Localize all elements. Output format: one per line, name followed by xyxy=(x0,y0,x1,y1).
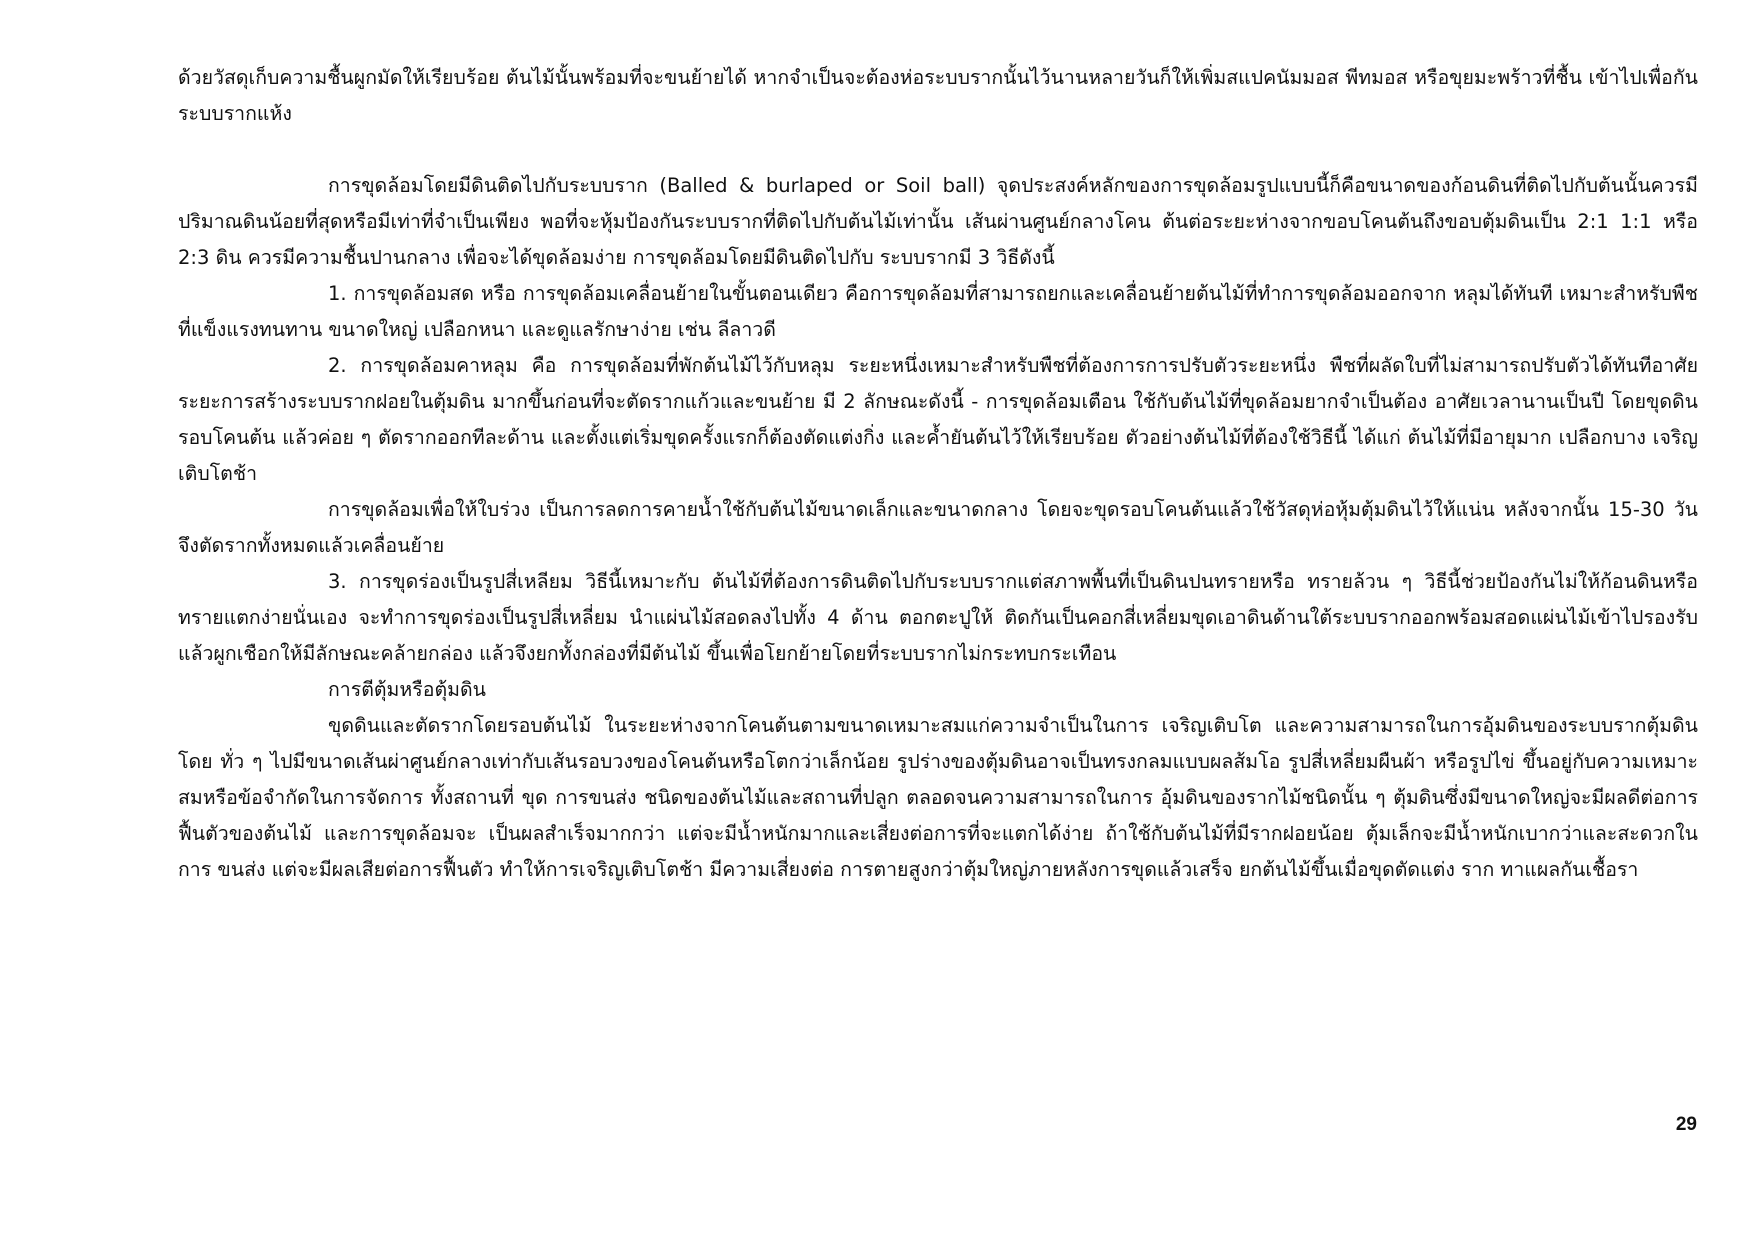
paragraph-continuation: ด้วยวัสดุเก็บความชื้นผูกมัดให้เรียบร้อย ต้นไม้นั้นพร้อมที่จะขนย้ายได้ หากจำเป็นจะต้องห่อระบบรากนั้นไว้นานหลายวันก็ให้เพิ่มสแปคนัมมอส พีทมอส หรือขุยมะพร้าวที่ชื้น เข้าไปเพื่อกันระบบรากแห้ง xyxy=(178,66,1698,125)
paragraph-method-2b: การขุดล้อมเพื่อให้ใบร่วง เป็นการลดการคายน้ำใช้กับต้นไม้ขนาดเล็กและขนาดกลาง โดยจะขุดรอบโคนต้นแล้วใช้วัสดุห่อหุ้มตุ้มดินไว้ให้แน่น หลังจากนั้น 15-30 วัน จึงตัดรากทั้งหมดแล้วเคลื่อนย้าย xyxy=(178,498,1698,557)
section-heading-tum: การตีตุ้มหรือตุ้มดิน xyxy=(328,678,486,701)
paragraph-method-1: 1. การขุดล้อมสด หรือ การขุดล้อมเคลื่อนย้ายในขั้นตอนเดียว คือการขุดล้อมที่สามารถยกและเคลื่อนย้ายต้นไม้ที่ทำการขุดล้อมออกจาก หลุมได้ทันที เหมาะสำหรับพืชที่แข็งแรงทนทาน ขนาดใหญ่ เปลือกหนา และดูแลรักษาง่าย เช่น ลีลาวดี xyxy=(178,282,1698,341)
page-number: 29 xyxy=(1675,1114,1697,1135)
paragraph-method-2: 2. การขุดล้อมคาหลุม คือ การขุดล้อมที่พักต้นไม้ไว้กับหลุม ระยะหนึ่งเหมาะสำหรับพืชที่ต้องการการปรับตัวระยะหนึ่ง พืชที่ผลัดใบที่ไม่สามารถปรับตัวได้ทันทีอาศัยระยะการสร้างระบบรากฝอยในตุ้มดิน มากขึ้นก่อนที่จะตัดรากแก้วและขนย้าย มี 2 ลักษณะดังนี้ - การขุดล้อมเตือน ใช้กับต้นไม้ที่ขุดล้อมยากจำเป็นต้อง อาศัยเวลานานเป็นปี โดยขุดดินรอบโคนต้น แล้วค่อย ๆ ตัดรากออกทีละด้าน และตั้งแต่เริ่มขุดครั้งแรกก็ต้องตัดแต่งกิ่ง และค้ำยันต้นไว้ให้เรียบร้อย ตัวอย่างต้นไม้ที่ต้องใช้วิธีนี้ ได้แก่ ต้นไม้ที่มีอายุมาก เปลือกบาง เจริญเติบโตช้า xyxy=(178,354,1698,485)
document-page xyxy=(178,60,1698,1180)
paragraph-tum-body: ขุดดินและตัดรากโดยรอบต้นไม้ ในระยะห่างจากโคนต้นตามขนาดเหมาะสมแก่ความจำเป็นในการ เจริญเติบโต และความสามารถในการอุ้มดินของระบบรากตุ้มดินโดย ทั่ว ๆ ไปมีขนาดเส้นผ่าศูนย์กลางเท่ากับเส้นรอบวงของโคนต้นหรือโตกว่าเล็กน้อย รูปร่างของตุ้มดินอาจเป็นทรงกลมแบบผลส้มโอ รูปสี่เหลี่ยมผืนผ้า หรือรูปไข่ ขึ้นอยู่กับความเหมาะสมหรือข้อจำกัดในการจัดการ ทั้งสถานที่ ขุด การขนส่ง ชนิดของต้นไม้และสถานที่ปลูก ตลอดจนความสามารถในการ อุ้มดินของรากไม้ชนิดนั้น ๆ ตุ้มดินซึ่งมีขนาดใหญ่จะมีผลดีต่อการฟื้นตัวของต้นไม้ และการขุดล้อมจะ เป็นผลสำเร็จมากกว่า แต่จะมีน้ำหนักมากและเสี่ยงต่อการที่จะแตกได้ง่าย ถ้าใช้กับต้นไม้ที่มีรากฝอยน้อย ตุ้มเล็กจะมีน้ำหนักเบากว่าและสะดวกในการ ขนส่ง แต่จะมีผลเสียต่อการฟื้นตัว ทำให้การเจริญเติบโตช้า มีความเสี่ยงต่อ การตายสูงกว่าตุ้มใหญ่ภายหลังการขุดแล้วเสร็จ ยกต้นไม้ขึ้นเมื่อขุดตัดแต่ง ราก ทาแผลกันเชื้อรา xyxy=(178,714,1698,881)
paragraph-method-3: 3. การขุดร่องเป็นรูปสี่เหลียม วิธีนี้เหมาะกับ ต้นไม้ที่ต้องการดินติดไปกับระบบรากแต่สภาพพื้นที่เป็นดินปนทรายหรือ ทรายล้วน ๆ วิธีนี้ช่วยป้องกันไม่ให้ก้อนดินหรือทรายแตกง่ายนั่นเอง จะทำการขุดร่องเป็นรูปสี่เหลี่ยม นำแผ่นไม้สอดลงไปทั้ง 4 ด้าน ตอกตะปูให้ ติดกันเป็นคอกสี่เหลี่ยมขุดเอาดินด้านใต้ระบบรากออกพร้อมสอดแผ่นไม้เข้าไปรองรับแล้วผูกเชือกให้มีลักษณะคล้ายกล่อง แล้วจึงยกทั้งกล่องที่มีต้นไม้ ขึ้นเพื่อโยกย้ายโดยที่ระบบรากไม่กระทบกระเทือน xyxy=(178,570,1698,665)
paragraph-balled-intro: การขุดล้อมโดยมีดินติดไปกับระบบราก (Balled & burlaped or Soil ball) จุดประสงค์หลักของการขุดล้อมรูปแบบนี้ก็คือขนาดของก้อนดินที่ติดไปกับต้นนั้นควรมีปริมาณดินน้อยที่สุดหรือมีเท่าที่จำเป็นเพียง พอที่จะหุ้มป้องกันระบบรากที่ติดไปกับต้นไม้เท่านั้น เส้นผ่านศูนย์กลางโคน ต้นต่อระยะห่างจากขอบโคนต้นถึงขอบตุ้มดินเป็น 2:1 1:1 หรือ 2:3 ดิน ควรมีความชื้นปานกลาง เพื่อจะได้ขุดล้อมง่าย การขุดล้อมโดยมีดินติดไปกับ ระบบรากมี 3 วิธีดังนี้ xyxy=(178,174,1698,269)
